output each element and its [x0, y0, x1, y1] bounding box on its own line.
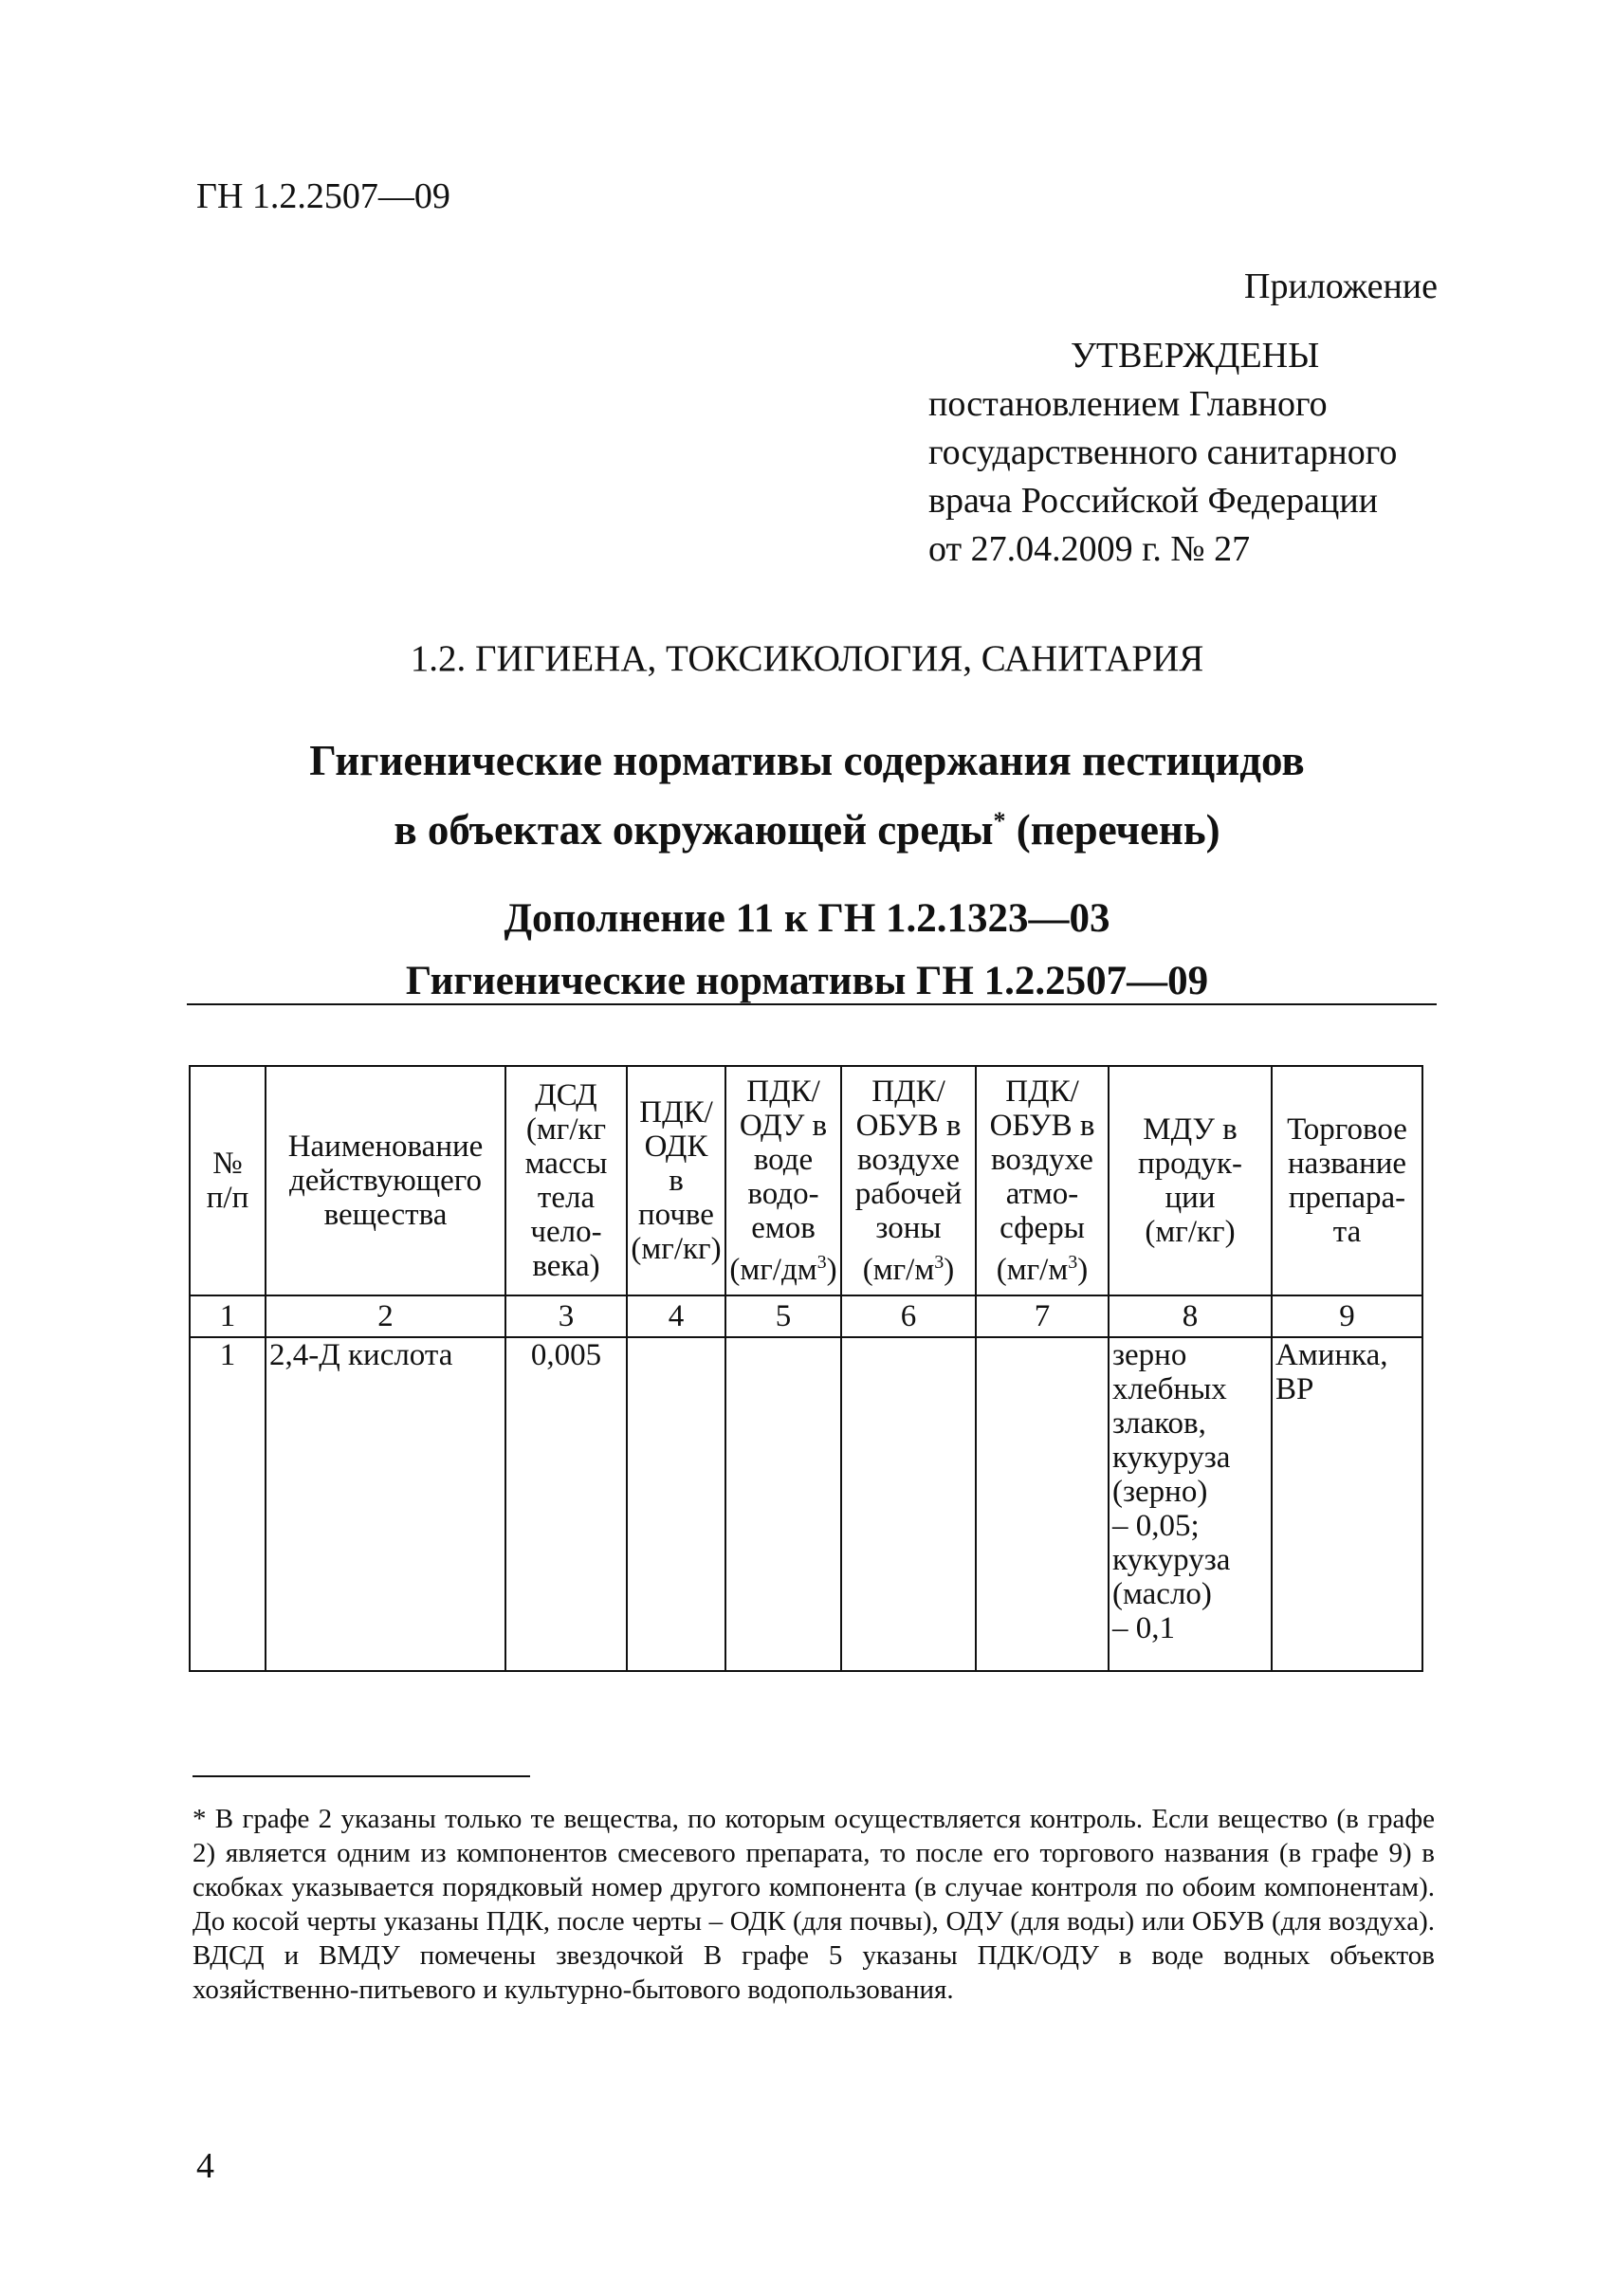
- header-cell: [841, 1066, 976, 1295]
- title-line-2-text: в объектах окружающей среды: [394, 806, 994, 854]
- header-superscript: 3: [1068, 1252, 1078, 1273]
- approved-line: государственного санитарного: [928, 432, 1398, 472]
- document-title: [0, 730, 1614, 860]
- approved-line: врача Российской Федерации: [928, 481, 1378, 521]
- header-cell: МДУ в продук- ции (мг/кг): [1109, 1066, 1272, 1295]
- header-cell: [725, 1066, 841, 1295]
- appendix-label: Приложение: [1244, 266, 1438, 306]
- footnote-mark: *: [993, 807, 1006, 835]
- header-superscript: 3: [816, 1252, 827, 1273]
- page-number: 4: [196, 2146, 214, 2186]
- column-number: 9: [1272, 1295, 1422, 1337]
- title-line-2-tail: (перечень): [1005, 806, 1220, 854]
- pdk-water-value: [725, 1337, 841, 1671]
- pdk-soil-value: [627, 1337, 725, 1671]
- footnote: * В графе 2 указаны только те вещества, по которым осуществляется контроль. Если вещество (в графе 2) является одним из компонентов смесевого препарата, то после его торгового названия (в графе 9) в скобках указывается порядковый номер другого компонента (в случае контроля по обоим компонентам). До косой черты указаны ПДК, после черты – ОДК (для почвы), ОДУ (для воды) или ОБУВ (для воздуха). ВДСД и ВМДУ помечены звездочкой В графе 5 указаны ПДК/ОДУ в воде водных объектов хозяйственно-питьевого и культурно-бытового водопользования.: [193, 1804, 1435, 2005]
- supplement-line-2: Гигиенические нормативы ГН 1.2.2507—09: [405, 959, 1209, 1003]
- title-line-1: Гигиенические нормативы содержания пестицидов: [309, 737, 1305, 784]
- header-cell: Торговое название препара- та: [1272, 1066, 1422, 1295]
- dsd-value: 0,005: [505, 1337, 627, 1671]
- header-cell: [976, 1066, 1109, 1295]
- norms-table: [189, 1065, 1423, 1672]
- header-close: ): [826, 1253, 837, 1287]
- column-number: 7: [976, 1295, 1109, 1337]
- column-number: 1: [190, 1295, 266, 1337]
- column-number: 2: [266, 1295, 505, 1337]
- header-cell: ДСД (мг/кг массы тела чело- века): [505, 1066, 627, 1295]
- header-cell: № п/п: [190, 1066, 266, 1295]
- column-number: 8: [1109, 1295, 1272, 1337]
- row-number: 1: [190, 1337, 266, 1671]
- supplement-line-1: Дополнение 11 к ГН 1.2.1323—03: [504, 896, 1110, 941]
- header-close: ): [1077, 1253, 1089, 1287]
- approval-block: [928, 332, 1459, 574]
- mdu-value: зерно хлебных злаков, кукуруза (зерно) – 0,05; кукуруза (масло) – 0,1: [1109, 1337, 1272, 1671]
- heading-rule: [187, 1003, 1437, 1005]
- header-text: ПДК/ ОБУВ в воздухе рабочей зоны (мг/м: [854, 1075, 963, 1287]
- header-text: ПДК/ ОБУВ в воздухе атмо- сферы (мг/м: [989, 1075, 1095, 1287]
- table-header-row: [190, 1066, 1422, 1295]
- section-heading: 1.2. ГИГИЕНА, ТОКСИКОЛОГИЯ, САНИТАРИЯ: [410, 638, 1204, 679]
- column-number: 3: [505, 1295, 627, 1337]
- footnote-rule: [193, 1775, 530, 1777]
- substance-name: 2,4-Д кислота: [266, 1337, 505, 1671]
- column-number: 5: [725, 1295, 841, 1337]
- document-code: ГН 1.2.2507—09: [196, 176, 450, 216]
- pdk-atm-air-value: [976, 1337, 1109, 1671]
- approved-heading: УТВЕРЖДЕНЫ: [1071, 336, 1320, 376]
- approved-line: от 27.04.2009 г. № 27: [928, 529, 1251, 569]
- trade-name: Аминка, ВР: [1272, 1337, 1422, 1671]
- table-row: [190, 1337, 1422, 1671]
- supplement-heading: [0, 888, 1614, 1013]
- header-cell: ПДК/ ОДК в почве (мг/кг): [627, 1066, 725, 1295]
- header-close: ): [944, 1253, 955, 1287]
- column-number: 6: [841, 1295, 976, 1337]
- column-number-row: [190, 1295, 1422, 1337]
- title-line-2: [0, 791, 1614, 860]
- header-text: ПДК/ ОДУ в воде водо- емов (мг/дм: [729, 1075, 828, 1287]
- column-number: 4: [627, 1295, 725, 1337]
- pdk-work-air-value: [841, 1337, 976, 1671]
- header-cell: Наименование действующего вещества: [266, 1066, 505, 1295]
- header-superscript: 3: [934, 1252, 945, 1273]
- approved-line: постановлением Главного: [928, 384, 1328, 424]
